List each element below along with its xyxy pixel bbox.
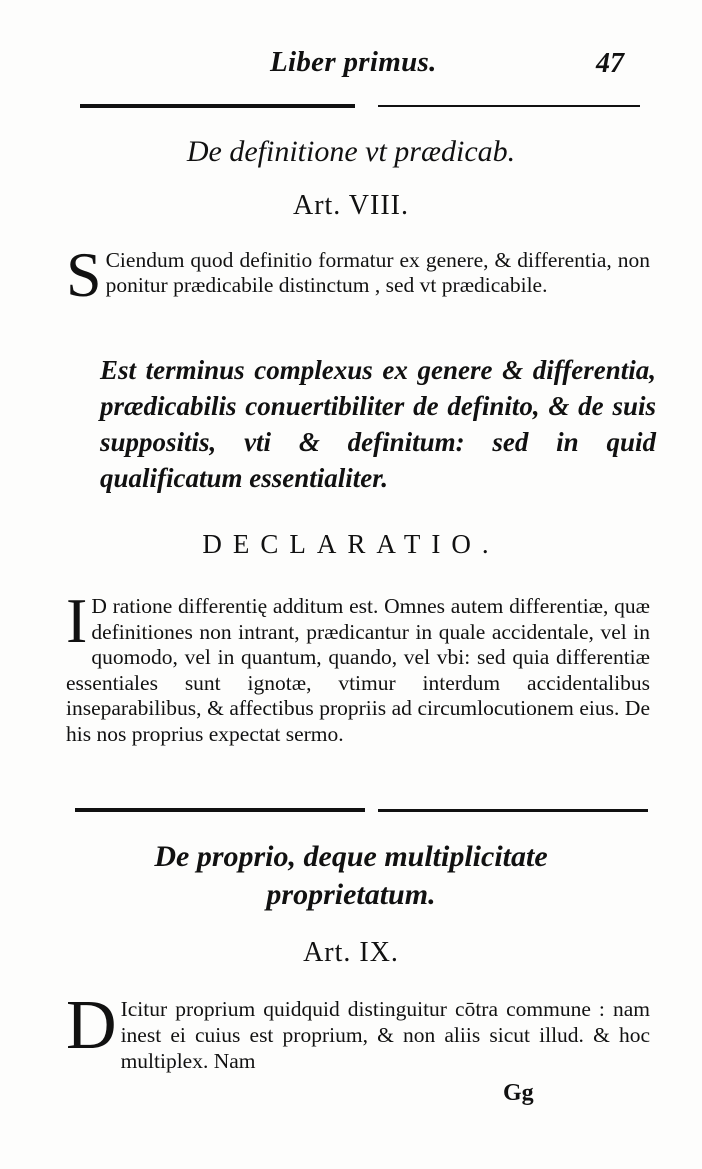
section-title-proprio-line1: De proprio, deque multiplicitate [154,840,548,873]
section-rule-left [75,808,365,812]
article-label-viii: Art. VIII. [292,190,409,221]
signature-mark: Gg [503,1080,534,1106]
declaratio-heading: DECLARATIO. [202,529,500,559]
header-rule-left [80,104,355,108]
section-title-definition: De definitione vt prædicab. [186,135,516,168]
definition-text: Est terminus complexus ex genere & differentia, prædicabilis conuertibiliter de definito, & de suis suppositis, vti & definitum: sed in quid qualificatum essentialiter. [100,355,656,493]
dropcap-s: S [66,239,102,310]
running-head [0,46,702,86]
intro-paragraph-definition [66,239,650,310]
page-number: 47 [596,48,624,79]
proprio-text: Icitur proprium quidquid distinguitur cōtra commune : nam inest ei cuius est proprium, & non aliis sicut illud. & hoc multiplex. Nam [120,997,650,1073]
section-title-proprio-line2: proprietatum. [266,878,436,911]
section-rule-right [378,809,648,812]
declaratio-paragraph [66,585,650,747]
article-label-ix: Art. IX. [303,937,399,968]
running-title: Liber primus. [270,46,437,78]
header-rule-right [378,105,640,107]
intro-paragraph-proprio [66,987,650,1074]
declaratio-text: D ratione differentię additum est. Omnes autem differentiæ, quæ definitiones non intrant, prædicantur in quale accidentale, vel in quomodo, vel in quantum, quando, vel vbi: sed quia differentiæ essentiales sunt ignotæ, vtimur interdum accidentalibus inseparabilibus, & affectibus propriis ad circumlocutionem eius. De his nos proprius expectat sermo. [66,594,650,746]
intro-text: Ciendum quod definitio formatur ex genere, & differentia, non ponitur prædicabile distinctum , sed vt prædicabile. [105,248,650,297]
dropcap-i: I [66,585,88,656]
dropcap-d: D [66,987,117,1064]
